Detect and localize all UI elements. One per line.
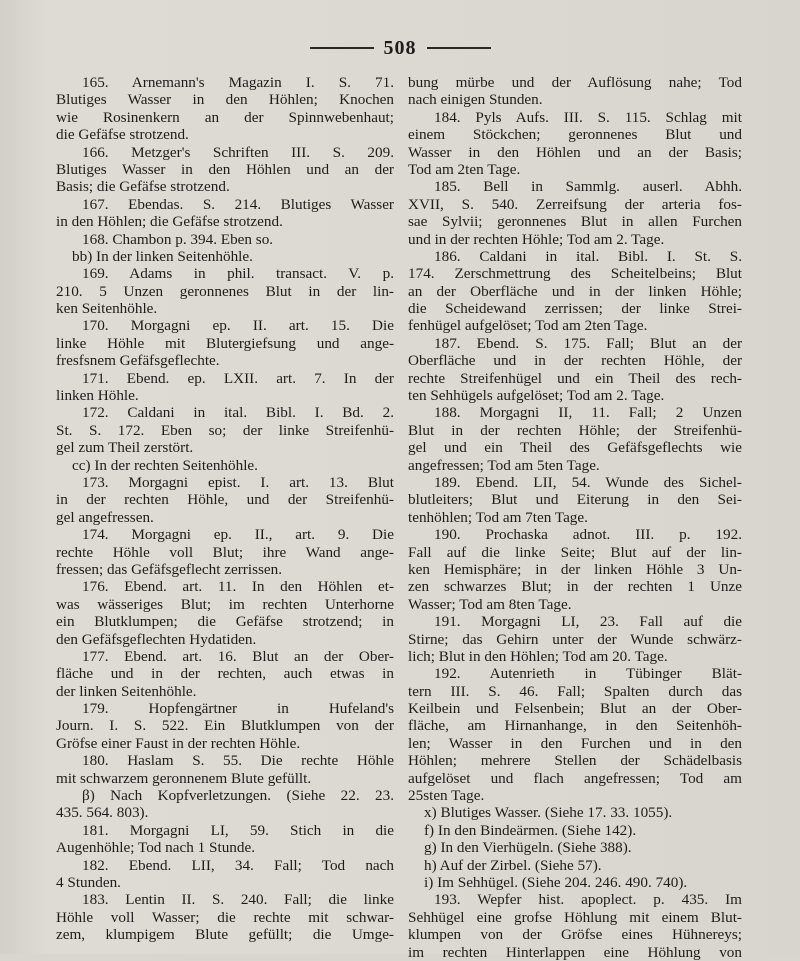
text-line: aufgelöset und flach angefressen; Tod am <box>408 769 742 787</box>
text-line: len; Wasser in den Furchen und in den <box>408 734 742 752</box>
text-line: 4 Stunden. <box>56 873 121 891</box>
text-line: blutleiters; Blut und Eiterung in den Sei- <box>408 491 742 509</box>
header-rule-left <box>310 47 374 49</box>
text-line: 187. Ebend. S. 175. Fall; Blut an der <box>434 334 742 352</box>
text-line: was wässeriges Blut; im rechten Unterhorne <box>56 595 394 613</box>
text-line: 25sten Tage. <box>408 787 485 805</box>
text-line: Blutiges Wasser in den Höhlen; Knochen <box>56 91 394 109</box>
text-line: klumpen von der Gröfse eines Hühnereys; <box>408 926 742 944</box>
text-line: Höhle voll Wasser; die rechte mit schwar- <box>56 908 394 926</box>
text-line: Basis; die Gefäfse strotzend. <box>56 178 230 196</box>
text-line: Tod am 2ten Tage. <box>408 160 521 178</box>
text-line: 181. Morgagni LI, 59. Stich in die <box>82 821 394 839</box>
text-line: 184. Pyls Aufs. III. S. 115. Schlag mit <box>434 108 742 126</box>
text-line: in der rechten Höhle, und der Streifenhü- <box>56 491 394 509</box>
text-line: linke Höhle mit Blutergiefsung und ange- <box>56 334 394 352</box>
text-line: 171. Ebend. ep. LXII. art. 7. In der <box>82 369 394 387</box>
text-line: Wasser; Tod am 8ten Tage. <box>408 595 572 613</box>
text-line: die Gefäfse strotzend. <box>56 126 189 144</box>
text-line: angefressen; Tod am 5ten Tage. <box>408 456 600 474</box>
text-line: 210. 5 Unzen geronnenes Blut in der lin- <box>56 282 394 300</box>
text-line: und in der rechten Höhle; Tod am 2. Tage. <box>408 230 665 248</box>
text-line: 185. Bell in Sammlg. auserl. Abhh. <box>434 178 742 196</box>
text-line: β) Nach Kopfverletzungen. (Siehe 22. 23. <box>82 787 394 805</box>
text-line: 166. Metzger's Schriften III. S. 209. <box>82 143 394 161</box>
text-line: cc) In der rechten Seitenhöhle. <box>72 456 258 474</box>
text-line: 176. Ebend. art. 11. In den Höhlen et- <box>82 578 394 596</box>
text-line: der linken Seitenhöhle. <box>56 682 197 700</box>
text-line: h) Auf der Zirbel. (Siehe 57). <box>424 856 602 874</box>
text-line: zen schwarzes Blut; in der rechten 1 Unze <box>408 578 742 596</box>
text-line: fläche und in der rechten, auch etwas in <box>56 665 394 683</box>
text-line: 189. Ebend. LII, 54. Wunde des Sichel- <box>434 473 742 491</box>
text-line: einem Stöckchen; geronnenes Blut und <box>408 126 742 144</box>
text-line: lich; Blut in den Höhlen; Tod am 20. Tage. <box>408 647 668 665</box>
text-line: St. S. 172. Eben so; der linke Streifenhü- <box>56 421 394 439</box>
text-line: wie Rosinenkern an der Spinnwebenhaut; <box>56 108 394 126</box>
text-line: an der Oberfläche und in der linken Höhle; <box>408 282 742 300</box>
text-line: Höhlen; mehrere Stellen der Schädelbasis <box>408 752 742 770</box>
text-line: ken Hemisphäre; in der linken Höhle 3 Un- <box>408 560 742 578</box>
header-rule-right <box>427 47 491 49</box>
text-line: fläche, am Hirnanhange, in den Seitenhöh- <box>408 717 742 735</box>
text-line: XVII, S. 540. Zerreifsung der arteria fos- <box>408 195 742 213</box>
page-number: 508 <box>383 36 417 59</box>
text-line: ten Sehhügels aufgelöset; Tod am 2. Tage. <box>408 387 665 405</box>
text-line: fresfsnem Gefäfsgeflechte. <box>56 352 220 370</box>
text-line: die Scheidewand zerrissen; der linke Strei- <box>408 300 742 318</box>
text-line: tenhöhlen; Tod am 7ten Tage. <box>408 508 588 526</box>
text-line: 165. Arnemann's Magazin I. S. 71. <box>82 74 394 91</box>
text-line: 186. Caldani in ital. Bibl. I. St. S. <box>434 247 742 265</box>
text-line: Fall auf die linke Seite; Blut auf der lin- <box>408 543 742 561</box>
text-line: 435. 564. 803). <box>56 804 149 822</box>
text-line: nach einigen Stunden. <box>408 91 543 109</box>
text-line: 183. Lentin II. S. 240. Fall; die linke <box>82 891 394 909</box>
text-line: Sehhügel eine grofse Höhlung mit einem Blut- <box>408 908 742 926</box>
text-line: bb) In der linken Seitenhöhle. <box>72 247 253 265</box>
text-line: 182. Ebend. LII, 34. Fall; Tod nach <box>82 856 394 874</box>
text-line: 191. Morgagni LI, 23. Fall auf die <box>434 613 742 631</box>
text-line: 188. Morgagni II, 11. Fall; 2 Unzen <box>434 404 742 422</box>
text-line: mit schwarzem geronnenem Blute gefüllt. <box>56 769 312 787</box>
text-line: Gröfse einer Faust in der rechten Höhle. <box>56 734 301 752</box>
text-line: Blut in der rechten Höhle; der Streifenhü- <box>408 421 742 439</box>
text-line: 177. Ebend. art. 16. Blut an der Ober- <box>82 647 394 665</box>
text-line: ein Blutklumpen; die Gefäfse strotzend; in <box>56 613 394 631</box>
text-line: 174. Morgagni ep. II., art. 9. Die <box>82 526 394 544</box>
page-header <box>0 36 800 60</box>
text-line: 179. Hopfengärtner in Hufeland's <box>82 700 394 718</box>
text-line: 193. Wepfer hist. apoplect. p. 435. Im <box>434 891 742 909</box>
text-line: f) In den Bindeärmen. (Siehe 142). <box>424 821 637 839</box>
text-line: 192. Autenrieth in Tübinger Blät- <box>434 665 742 683</box>
text-line: i) Im Sehhügel. (Siehe 204. 246. 490. 740). <box>424 873 688 891</box>
text-line: x) Blutiges Wasser. (Siehe 17. 33. 1055). <box>424 804 673 822</box>
text-line: rechte Höhle voll Blut; ihre Wand ange- <box>56 543 394 561</box>
text-line: Keilbein und Felsenbein; Blut an der Ober- <box>408 700 742 718</box>
text-line: g) In den Vierhügeln. (Siehe 388). <box>424 839 632 857</box>
text-line: 172. Caldani in ital. Bibl. I. Bd. 2. <box>82 404 394 422</box>
text-line: sae Sylvii; geronnenes Blut in allen Furchen <box>408 213 742 231</box>
text-line: 180. Haslam S. 55. Die rechte Höhle <box>82 752 394 770</box>
left-text-column <box>56 74 394 944</box>
text-line: gel und ein Theil des Gefäfsgeflechts wie <box>408 439 742 457</box>
right-text-column <box>408 74 742 961</box>
text-line: fenhügel aufgelöset; Tod am 2ten Tage. <box>408 317 648 335</box>
text-line: in den Höhlen; die Gefäfse strotzend. <box>56 213 283 231</box>
text-line: Stirne; das Gehirn unter der Wunde schwärz- <box>408 630 742 648</box>
text-line: Journ. I. S. 522. Ein Blutklumpen von der <box>56 717 394 735</box>
text-line: gel zum Theil zerstört. <box>56 439 194 457</box>
text-line: 169. Adams in phil. transact. V. p. <box>82 265 394 283</box>
text-line: Oberfläche und in der rechten Höhle, der <box>408 352 742 370</box>
text-line: Augenhöhle; Tod nach 1 Stunde. <box>56 839 256 857</box>
text-line: zem, klumpigem Blute gefüllt; die Umge- <box>56 926 394 944</box>
text-line: tern III. S. 46. Fall; Spalten durch das <box>408 682 742 700</box>
text-line: 167. Ebendas. S. 214. Blutiges Wasser <box>82 195 394 213</box>
text-line: 168. Chambon p. 394. Eben so. <box>82 230 274 248</box>
text-line: 173. Morgagni epist. I. art. 13. Blut <box>82 473 394 491</box>
text-line: rechte Streifenhügel und ein Theil des rech- <box>408 369 742 387</box>
text-line: im rechten Hinterlappen eine Höhlung von <box>408 943 742 961</box>
text-line: gel angefressen. <box>56 508 154 526</box>
text-line: ken Seitenhöhle. <box>56 300 158 318</box>
text-line: Wasser in den Höhlen und an der Basis; <box>408 143 742 161</box>
text-line: linken Höhle. <box>56 387 139 405</box>
text-line: bung mürbe und der Auflösung nahe; Tod <box>408 74 742 91</box>
text-line: den Gefäfsgeflechten Hydatiden. <box>56 630 257 648</box>
text-line: 170. Morgagni ep. II. art. 15. Die <box>82 317 394 335</box>
text-line: Blutiges Wasser in den Höhlen und an der <box>56 160 394 178</box>
text-line: 190. Prochaska adnot. III. p. 192. <box>434 526 742 544</box>
text-line: fressen; das Gefäfsgeflecht zerrissen. <box>56 560 283 578</box>
text-line: 174. Zerschmettrung des Scheitelbeins; Blut <box>408 265 742 283</box>
